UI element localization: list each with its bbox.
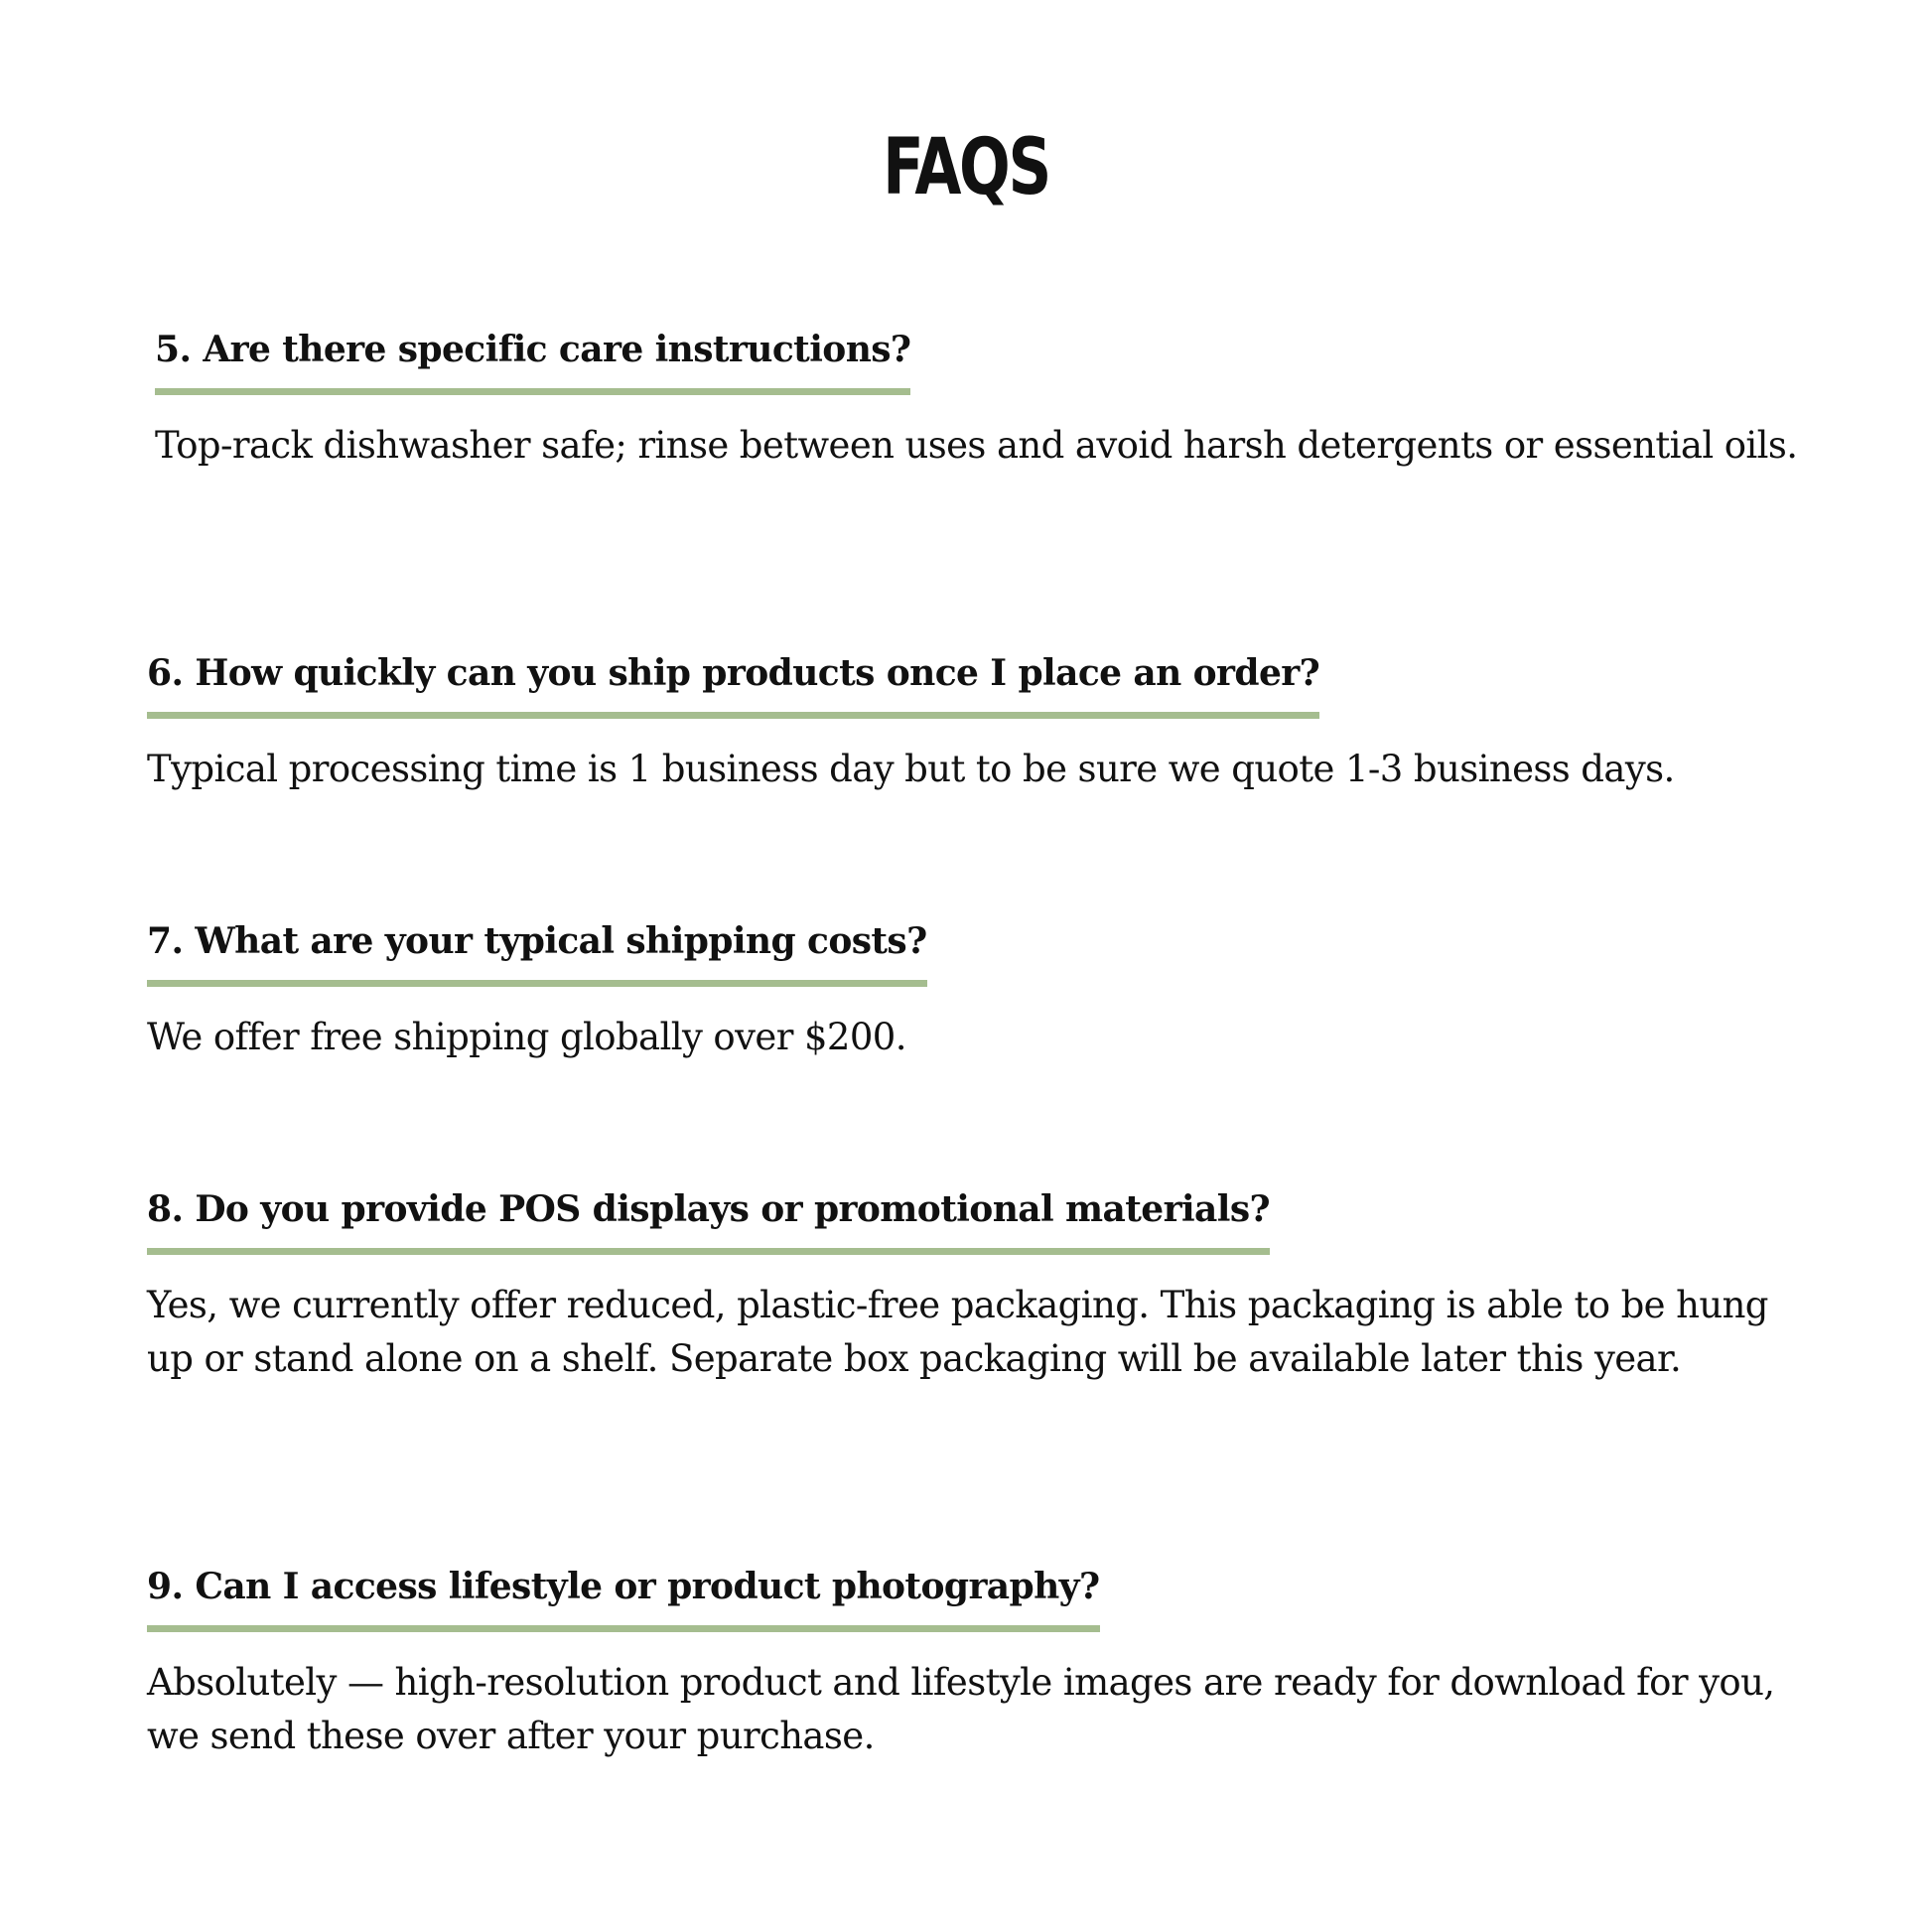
faq-answer: Absolutely — high-resolution product and lifestyle images are ready for download for you, we send these over after your purchase. bbox=[147, 1661, 1775, 1757]
page-title: FAQS bbox=[883, 123, 1049, 212]
faq-answer: Top-rack dishwasher safe; rinse between uses and avoid harsh detergents or essential oils. bbox=[155, 424, 1798, 467]
faq-answer: We offer free shipping globally over $200. bbox=[147, 1016, 906, 1058]
faq-question: 6. How quickly can you ship products once I place an order? bbox=[147, 651, 1319, 719]
faq-item bbox=[147, 1565, 1795, 1763]
faq-question: 8. Do you provide POS displays or promotional materials? bbox=[147, 1187, 1270, 1255]
faq-question: 7. What are your typical shipping costs? bbox=[147, 919, 927, 987]
faq-item bbox=[147, 919, 1795, 1064]
faq-question: 5. Are there specific care instructions? bbox=[155, 328, 910, 395]
faq-item bbox=[147, 1187, 1795, 1386]
faq-item bbox=[155, 328, 1803, 473]
faq-answer: Yes, we currently offer reduced, plastic-free packaging. This packaging is able to be hung up or stand alone on a shelf. Separate box packaging will be available later this year. bbox=[147, 1284, 1768, 1380]
faq-answer: Typical processing time is 1 business day but to be sure we quote 1-3 business days. bbox=[147, 748, 1675, 790]
faq-question: 9. Can I access lifestyle or product photography? bbox=[147, 1565, 1100, 1632]
faq-item bbox=[147, 651, 1795, 796]
